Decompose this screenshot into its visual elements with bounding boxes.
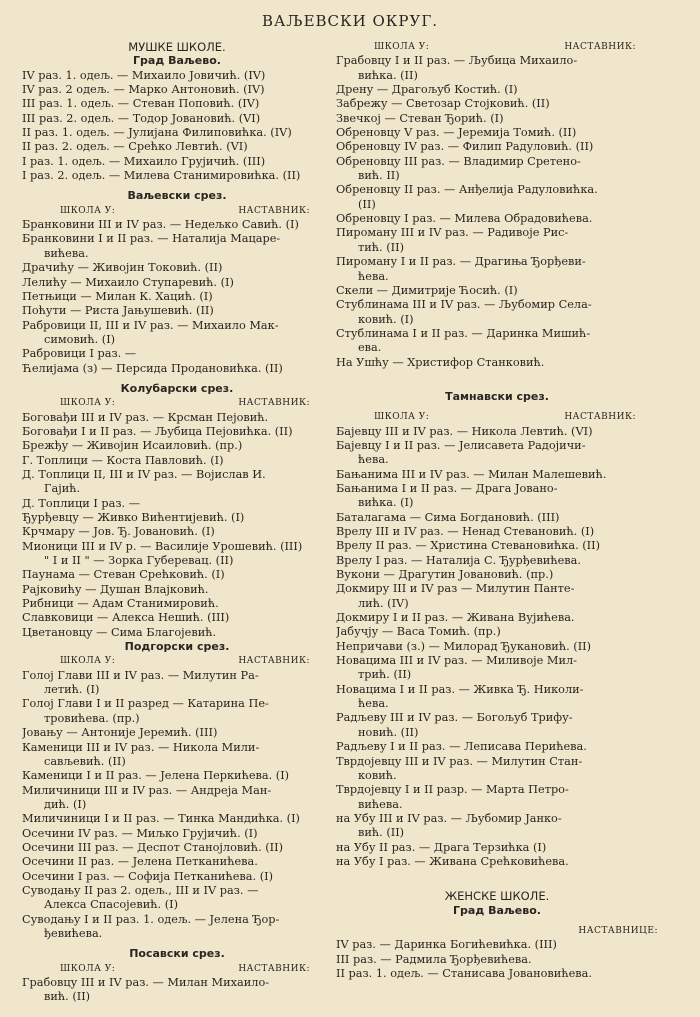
column-header xyxy=(22,654,332,668)
entry-line: Обреновцу I раз. — Милева Обрадовићева. xyxy=(336,212,593,226)
entry-line: Врелу II раз. — Христина Стевановићка. (II) xyxy=(336,539,600,553)
entry-line: Рабровици I раз. — xyxy=(22,347,137,361)
entry-line: новић. (II) xyxy=(358,725,419,739)
entry-line: вић. (II) xyxy=(44,990,91,1004)
entry-line: Грабовцу III и IV раз. — Милан Михаило- xyxy=(22,976,270,989)
section-heading: МУШКЕ ШКОЛЕ. xyxy=(128,40,226,54)
entry-line: Осечини III раз. — Деспот Станојловић. (II) xyxy=(22,840,283,854)
subsection-heading: Ваљевски срез. xyxy=(127,189,227,203)
entry-line: Грабовцу I и II раз. — Љубица Михаило- xyxy=(336,54,578,68)
entry-line: Рибници — Адам Станимировић. xyxy=(22,597,219,611)
header-teacher: НАСТАВНИК: xyxy=(564,42,636,52)
subsection-heading: Град Ваљево. xyxy=(453,903,541,917)
entry-line: III раз. 1. одељ. — Стеван Поповић. (IV) xyxy=(22,97,260,111)
entry-line: Поћути — Риста Јањушевић. (II) xyxy=(22,304,214,318)
entry-line: вић. II) xyxy=(358,169,400,183)
entry-line: Драчићу — Живојин Токовић. (II) xyxy=(22,261,223,275)
header-teacher: НАСТАВНИК: xyxy=(564,412,636,423)
entry-line: II раз. 1. одељ. — Станисава Јовановићева. xyxy=(336,966,592,980)
entry-line: Бањанима III и IV раз. — Милан Малешевић. xyxy=(336,467,607,481)
entry-line: Петњици — Милан К. Хацић. (I) xyxy=(22,289,213,303)
entry-line: Голој Глави I и II разред — Катарина Пе- xyxy=(22,697,269,711)
entry-line: НАСТАВНИЦЕ: xyxy=(578,925,658,936)
entry-line: ковић. xyxy=(358,768,397,782)
entry-line: Гајић. xyxy=(44,482,81,496)
column-header xyxy=(336,40,658,54)
header-teacher: НАСТАВНИК: xyxy=(238,963,310,974)
entry-line: вић. (II) xyxy=(358,826,405,840)
entry-line: Забрежу — Светозар Стојковић. (II) xyxy=(336,97,550,111)
entry-line: Обреновцу III раз. — Владимир Сретено- xyxy=(336,154,581,168)
header-teacher: НАСТАВНИК: xyxy=(238,205,310,216)
entry-line: III раз. 2. одељ. — Тодор Јовановић. (VI) xyxy=(22,111,261,125)
entry-line: I раз. 1. одељ. — Михаило Грујичић. (III) xyxy=(22,154,266,168)
entry-line: Миличиници I и II раз. — Тинка Мандићка. (I) xyxy=(22,812,300,826)
subsection-heading: Посавски срез. xyxy=(129,947,225,961)
column-header xyxy=(336,410,658,424)
entry-line: Баталагама — Сима Богдановић. (III) xyxy=(336,510,560,524)
entry-line: Докмиру I и II раз. — Живана Вујићева. xyxy=(336,611,575,625)
entry-line: Каменици III и IV раз. — Никола Мили- xyxy=(22,740,260,754)
entry-line: Обреновцу V раз. — Јеремија Томић. (II) xyxy=(336,126,577,140)
entry-line: ковић. (I) xyxy=(358,312,414,326)
entry-line: Осечини II раз. — Јелена Петканићева. xyxy=(22,855,258,869)
entry-line: Суводању I и II раз. 1. одељ. — Јелена Ђор- xyxy=(22,912,280,926)
subsection-heading: Подгорски срез. xyxy=(124,640,230,654)
entry-line: Славковици — Алекса Нешић. (III) xyxy=(22,611,230,625)
entry-line: Звечкој — Стеван Ђорић. (I) xyxy=(336,111,504,125)
entry-line: Бранковини I и II раз. — Наталија Мацаре- xyxy=(22,232,281,246)
subsection-heading: Колубарски срез. xyxy=(120,381,234,395)
left-column xyxy=(22,40,332,1005)
subsection-heading: Тамнавски срез. xyxy=(445,389,549,403)
entry-line: симовић. (I) xyxy=(44,332,116,346)
entry-line: вићка. (II) xyxy=(358,68,418,82)
entry-line: Врелу I раз. — Наталија С. Ђурђевићева. xyxy=(336,553,581,567)
entry-line: " I и II " — Зорка Губеревац. (II) xyxy=(44,554,234,568)
entry-line: ћева. xyxy=(358,697,389,711)
entry-line: Осечини IV раз. — Миљко Грујичић. (I) xyxy=(22,826,258,840)
entry-line: Јабучју — Васа Томић. (пр.) xyxy=(336,625,501,639)
entry-line: ђевићева. xyxy=(44,926,103,940)
entry-line: Боговађи III и IV раз. — Крсман Пејовић. xyxy=(22,410,269,424)
entry-line: на Убу I раз. — Живана Срећковићева. xyxy=(336,854,569,868)
entry-line: Рабровици II, III и IV раз. — Михаило Мак- xyxy=(22,318,279,332)
header-school: ШКОЛА У: xyxy=(374,42,430,52)
entry-line: Бањанима I и II раз. — Драга Јовано- xyxy=(336,481,558,495)
entry-line: Паунама — Стеван Срећковић. (I) xyxy=(22,568,225,582)
header-school: ШКОЛА У: xyxy=(60,963,116,974)
column-header xyxy=(22,962,332,976)
entry-line: Мионици III и IV р. — Василије Урошевић. (III) xyxy=(22,539,303,553)
entry-line: ћева. xyxy=(358,453,389,467)
entry-line: тровићева. (пр.) xyxy=(44,711,140,725)
entry-line: Радљеву I и II раз. — Леписава Перићева. xyxy=(336,740,587,754)
entry-line: Ћелијама (з) — Персида Продановићка. (II) xyxy=(22,361,283,375)
entry-line: Миличиници III и IV раз. — Андреја Ман- xyxy=(22,783,272,797)
entry-line: вићева. xyxy=(44,246,89,260)
spacer xyxy=(336,370,658,384)
entry-line: Брежђу — Живојин Исаиловић. (пр.) xyxy=(22,439,243,453)
entry-line: Лелићу — Михаило Ступаревић. (I) xyxy=(22,275,234,289)
entry-line: Тврдојевцу III и IV раз. — Милутин Стан- xyxy=(336,754,583,768)
entry-line: Обреновцу IV раз. — Филип Радуловић. (II) xyxy=(336,140,594,154)
entry-line: Бранковини III и IV раз. — Недељко Савић. (I) xyxy=(22,218,299,232)
entry-line: Докмиру III и IV раз — Милутин Панте- xyxy=(336,582,575,596)
header-school: ШКОЛА У: xyxy=(374,412,430,423)
page-title: ВАЉЕВСКИ ОКРУГ. xyxy=(261,12,439,30)
entry-line: I раз. 2. одељ. — Милева Станимировићка. (II) xyxy=(22,169,301,183)
entry-line: летић. (I) xyxy=(44,683,100,697)
header-school: ШКОЛА У: xyxy=(60,205,116,216)
entry-line: тић. (II) xyxy=(358,240,404,254)
entry-line: вићка. (I) xyxy=(358,496,414,510)
entry-line: дић. (I) xyxy=(44,797,87,811)
header-teacher: НАСТАВНИК: xyxy=(238,656,310,667)
entry-line: Скели — Димитрије Ћосић. (I) xyxy=(336,283,518,297)
entry-line: Голој Глави III и IV раз. — Милутин Ра- xyxy=(22,668,259,682)
entry-line: Ђурђевцу — Живко Вићентијевић. (I) xyxy=(22,511,245,524)
header-school: ШКОЛА У: xyxy=(60,398,116,409)
header-teacher: НАСТАВНИК: xyxy=(238,398,310,409)
right-column xyxy=(336,40,658,981)
entry-line: вићева. xyxy=(358,797,403,811)
entry-line: Суводању II раз 2. одељ., III и IV раз. — xyxy=(22,883,259,897)
entry-line: (II) xyxy=(358,197,376,211)
entry-line: Пироману III и IV раз. — Радивоје Рис- xyxy=(336,226,569,240)
entry-line: Д. Топлици II, III и IV раз. — Војислав И. xyxy=(22,467,266,481)
column-header xyxy=(22,204,332,218)
entry-line: На Ушћу — Христифор Станковић. xyxy=(336,355,545,369)
header-school: ШКОЛА У: xyxy=(60,656,116,667)
entry-line: Алекса Спасојевић. (I) xyxy=(44,898,178,912)
entry-line: на Убу II раз. — Драга Терзићка (I) xyxy=(336,840,547,854)
entry-line: Каменици I и II раз. — Јелена Перкићева. (I) xyxy=(22,769,290,783)
entry-line: IV раз. 2 одељ. — Марко Антоновић. (IV) xyxy=(22,83,265,97)
entry-line: Тврдојевцу I и II разр. — Марта Петро- xyxy=(336,783,569,797)
subsection-heading: Град Ваљево. xyxy=(133,54,221,68)
entry-line: Новацима I и II раз. — Живка Ђ. Николи- xyxy=(336,682,584,696)
entry-line: Бајевцу III и IV раз. — Никола Левтић. (VI) xyxy=(336,424,593,438)
entry-line: на Убу III и IV раз. — Љубомир Јанко- xyxy=(336,811,562,825)
entry-line: Рајковићу — Душан Влајковић. xyxy=(22,582,209,596)
entry-line: ева. xyxy=(358,341,382,355)
entry-line: Стублинама III и IV раз. — Љубомир Села- xyxy=(336,298,592,312)
entry-line: лић. (IV) xyxy=(358,596,409,610)
entry-line: Врелу III и IV раз. — Ненад Стевановић. (I) xyxy=(336,525,595,538)
column-header xyxy=(22,396,332,410)
entry-line: Стублинама I и II раз. — Даринка Мишић- xyxy=(336,326,591,340)
entry-line: Боговађи I и II раз. — Љубица Пејовићка. (II) xyxy=(22,424,293,438)
entry-line: Г. Топлици — Коста Павловић. (I) xyxy=(22,453,224,467)
entry-line: трић. (II) xyxy=(358,668,412,682)
entry-line: Радљеву III и IV раз. — Богољуб Трифу- xyxy=(336,711,573,725)
entry-line: Цветановцу — Сима Благојевић. xyxy=(22,625,217,639)
entry-line: IV раз. — Даринка Богићевићка. (III) xyxy=(336,938,557,952)
entry-line: II раз. 1. одељ. — Јулијана Филиповићка. (IV) xyxy=(22,126,292,140)
entry-line: Дрену — Драгољуб Костић. (I) xyxy=(336,83,518,97)
entry-line: Осечини I раз. — Софија Петканићева. (I) xyxy=(22,869,273,883)
spacer xyxy=(336,869,658,883)
section-heading: ЖЕНСКЕ ШКОЛЕ. xyxy=(444,889,550,904)
entry-line: Д. Топлици I раз. — xyxy=(22,496,140,510)
entry-line: III раз. — Радмила Ђорђевићева. xyxy=(336,952,532,966)
entry-line: Новацима III и IV раз. — Миливоје Мил- xyxy=(336,654,577,668)
entry-line: Обреновцу II раз. — Анђелија Радуловићка. xyxy=(336,183,598,197)
entry-line: Крчмару — Јов. Ђ. Јовановић. (I) xyxy=(22,525,215,539)
entry-line: ћева. xyxy=(358,269,389,283)
entry-line: Јовању — Антоније Јеремић. (III) xyxy=(22,726,218,740)
entry-line: IV раз. 1. одељ. — Михаило Јовичић. (IV) xyxy=(22,68,266,82)
entry-line: Непричави (з.) — Милорад Ђукановић. (II) xyxy=(336,639,592,653)
entry-line: Вукони — Драгутин Јовановић. (пр.) xyxy=(336,568,554,582)
entry-line: сављевић. (II) xyxy=(44,754,126,768)
entry-line: Бајевцу I и II раз. — Јелисавета Радојичи- xyxy=(336,438,586,452)
entry-line: Пироману I и II раз. — Драгиња Ђорђеви- xyxy=(336,255,586,269)
entry-line: II раз. 2. одељ. — Срећко Левтић. (VI) xyxy=(22,140,248,154)
